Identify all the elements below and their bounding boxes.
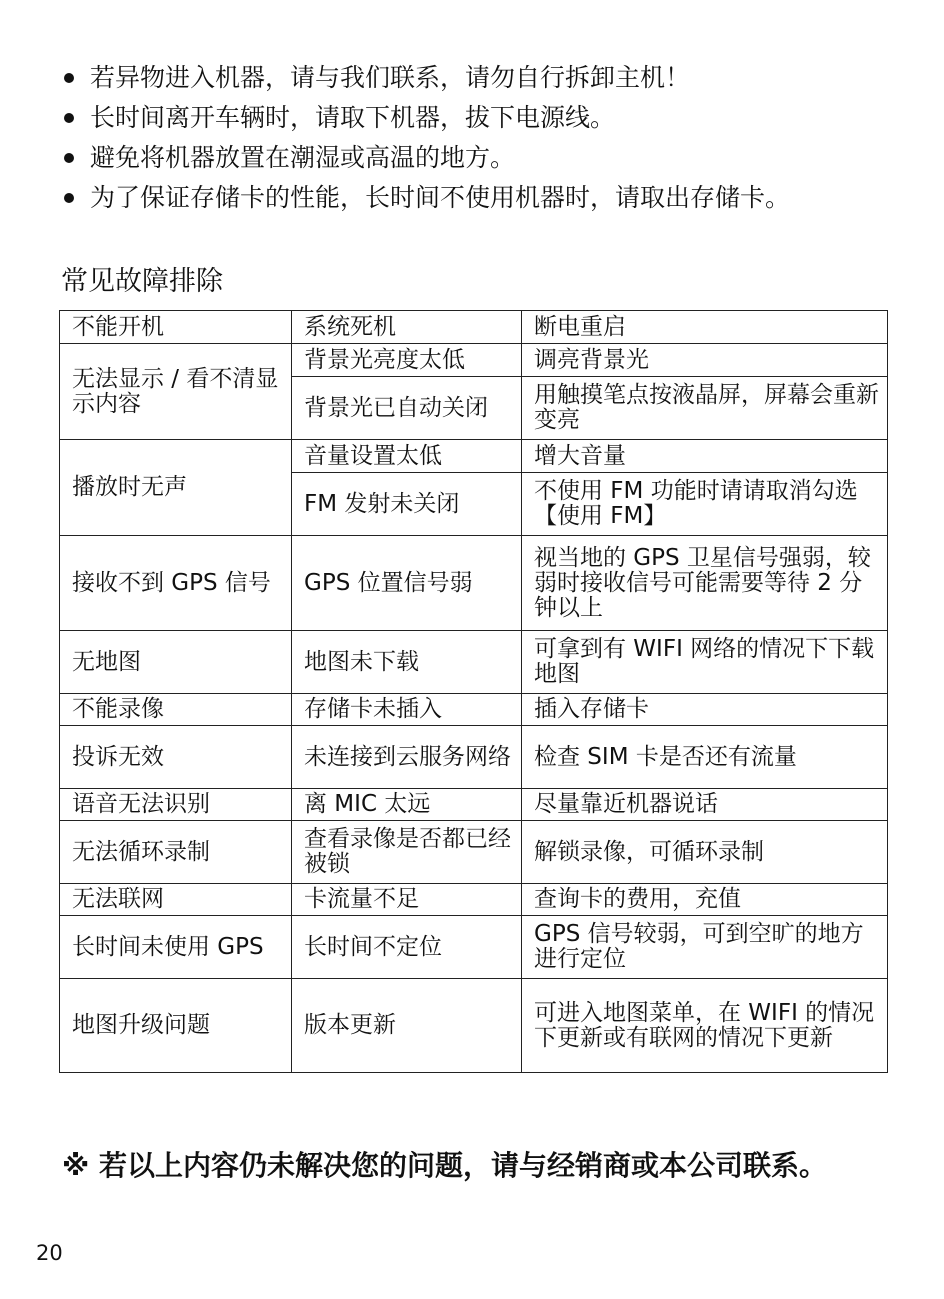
table-row <box>60 440 888 473</box>
problem-cell: 播放时无声 <box>60 440 292 536</box>
problem-cell: 语音无法识别 <box>60 789 292 821</box>
cause-cell: 背景光已自动关闭 <box>292 377 522 440</box>
table-row <box>60 311 888 344</box>
notice-item <box>60 58 940 98</box>
solution-cell: GPS 信号较弱，可到空旷的地方进行定位 <box>522 916 888 979</box>
footer-note: ※ 若以上内容仍未解决您的问题，请与经销商或本公司联系。 <box>62 1149 827 1182</box>
cause-cell: 地图未下载 <box>292 631 522 694</box>
problem-cell: 无法显示 / 看不清显示内容 <box>60 344 292 440</box>
problem-cell: 无法联网 <box>60 884 292 916</box>
solution-cell: 断电重启 <box>522 311 888 344</box>
problem-cell: 无地图 <box>60 631 292 694</box>
cause-cell: 音量设置太低 <box>292 440 522 473</box>
section-title: 常见故障排除 <box>61 266 223 297</box>
problem-cell: 投诉无效 <box>60 726 292 789</box>
cause-cell: 离 MIC 太远 <box>292 789 522 821</box>
cause-cell: GPS 位置信号弱 <box>292 536 522 631</box>
notice-text: 为了保证存储卡的性能，长时间不使用机器时，请取出存储卡。 <box>90 183 791 212</box>
problem-cell: 长时间未使用 GPS <box>60 916 292 979</box>
bullet-dot-icon <box>64 113 74 123</box>
cause-cell: 卡流量不足 <box>292 884 522 916</box>
solution-cell: 可拿到有 WIFI 网络的情况下下载地图 <box>522 631 888 694</box>
table-row <box>60 979 888 1073</box>
solution-cell: 解锁录像，可循环录制 <box>522 821 888 884</box>
cause-cell: 存储卡未插入 <box>292 694 522 726</box>
cause-cell: 长时间不定位 <box>292 916 522 979</box>
solution-cell: 尽量靠近机器说话 <box>522 789 888 821</box>
table-row <box>60 916 888 979</box>
solution-cell: 插入存储卡 <box>522 694 888 726</box>
bullet-dot-icon <box>64 153 74 163</box>
problem-cell: 地图升级问题 <box>60 979 292 1073</box>
table-row <box>60 344 888 377</box>
problem-cell: 不能录像 <box>60 694 292 726</box>
cause-cell: 未连接到云服务网络 <box>292 726 522 789</box>
cause-cell: 系统死机 <box>292 311 522 344</box>
solution-cell: 可进入地图菜单，在 WIFI 的情况下更新或有联网的情况下更新 <box>522 979 888 1073</box>
solution-cell: 增大音量 <box>522 440 888 473</box>
bullet-dot-icon <box>64 193 74 203</box>
cause-cell: FM 发射未关闭 <box>292 473 522 536</box>
notice-text: 长时间离开车辆时，请取下机器，拔下电源线。 <box>90 103 616 132</box>
solution-cell: 不使用 FM 功能时请请取消勾选【使用 FM】 <box>522 473 888 536</box>
table-row <box>60 884 888 916</box>
problem-cell: 接收不到 GPS 信号 <box>60 536 292 631</box>
table-row <box>60 821 888 884</box>
cause-cell: 查看录像是否都已经被锁 <box>292 821 522 884</box>
problem-cell: 不能开机 <box>60 311 292 344</box>
notice-text: 若异物进入机器，请与我们联系，请勿自行拆卸主机！ <box>90 63 691 92</box>
solution-cell: 用触摸笔点按液晶屏，屏幕会重新变亮 <box>522 377 888 440</box>
solution-cell: 查询卡的费用，充值 <box>522 884 888 916</box>
table-row <box>60 631 888 694</box>
cause-cell: 背景光亮度太低 <box>292 344 522 377</box>
table-row <box>60 789 888 821</box>
solution-cell: 检查 SIM 卡是否还有流量 <box>522 726 888 789</box>
notice-item <box>60 178 940 218</box>
solution-cell: 调亮背景光 <box>522 344 888 377</box>
notice-text: 避免将机器放置在潮湿或高温的地方。 <box>90 143 516 172</box>
bullet-dot-icon <box>64 73 74 83</box>
page-number: 20 <box>36 1241 63 1265</box>
troubleshooting-table <box>59 310 888 1073</box>
table-row <box>60 694 888 726</box>
solution-cell: 视当地的 GPS 卫星信号强弱，较弱时接收信号可能需要等待 2 分钟以上 <box>522 536 888 631</box>
table-row <box>60 536 888 631</box>
problem-cell: 无法循环录制 <box>60 821 292 884</box>
notice-item <box>60 138 940 178</box>
table-row <box>60 726 888 789</box>
cause-cell: 版本更新 <box>292 979 522 1073</box>
safety-notices <box>60 58 940 218</box>
notice-item <box>60 98 940 138</box>
